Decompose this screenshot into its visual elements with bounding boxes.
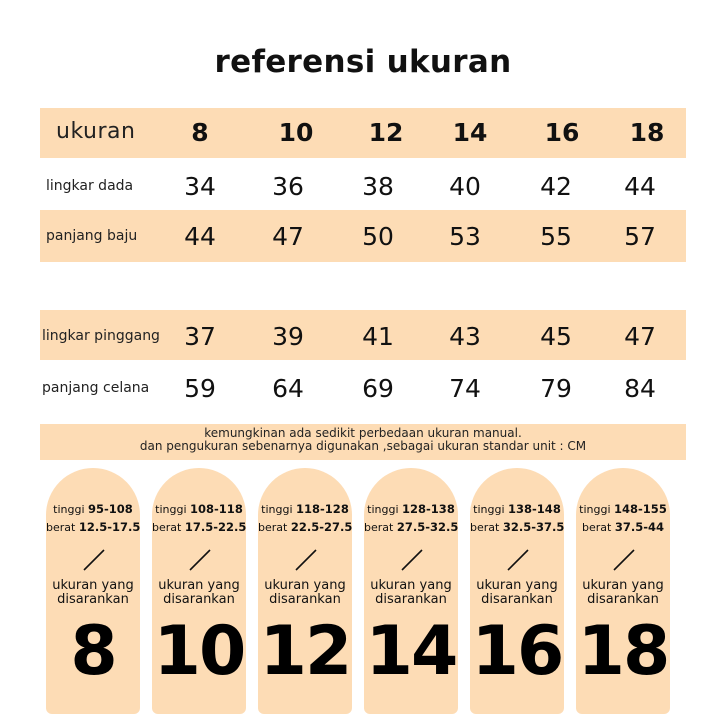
- table-cell: 84: [624, 374, 656, 403]
- header-size: 10: [278, 118, 314, 147]
- size-card-8: [46, 468, 140, 714]
- table-cell: 36: [272, 172, 304, 201]
- table-cell: 47: [624, 322, 656, 351]
- table-cell: 40: [449, 172, 481, 201]
- size-card-14: [364, 468, 458, 714]
- card-height: tinggi 95-108: [53, 502, 133, 516]
- table-cell: 37: [184, 322, 216, 351]
- slash-icon: [612, 548, 636, 572]
- table-cell: 47: [272, 222, 304, 251]
- size-header-row: [40, 110, 686, 154]
- row-label: lingkar pinggang: [42, 328, 160, 344]
- slash-icon: [294, 548, 318, 572]
- size-card-12: [258, 468, 352, 714]
- header-size: 16: [544, 118, 580, 147]
- header-size: 14: [452, 118, 488, 147]
- header-size: 8: [191, 118, 209, 147]
- table-cell: 57: [624, 222, 656, 251]
- card-height: tinggi 118-128: [261, 502, 349, 516]
- card-weight: berat 12.5-17.5: [46, 520, 141, 534]
- table-cell: 64: [272, 374, 304, 403]
- header-size: 18: [629, 118, 665, 147]
- card-rec-line: ukuran yang: [370, 578, 452, 593]
- card-height: tinggi 128-138: [367, 502, 455, 516]
- row-label: panjang celana: [42, 380, 150, 396]
- slash-icon: [188, 548, 212, 572]
- card-rec-line: disarankan: [481, 592, 553, 607]
- card-size: 8: [70, 612, 116, 691]
- slash-icon: [506, 548, 530, 572]
- card-size: 10: [153, 612, 245, 691]
- card-height: tinggi 138-148: [473, 502, 561, 516]
- card-rec-line: ukuran yang: [158, 578, 240, 593]
- row-label: panjang baju: [46, 228, 138, 244]
- page-title: referensi ukuran: [214, 44, 512, 80]
- card-weight: berat 37.5-44: [582, 520, 664, 534]
- table-cell: 44: [624, 172, 656, 201]
- card-weight: berat 32.5-37.5: [470, 520, 565, 534]
- table-cell: 43: [449, 322, 481, 351]
- size-card-10: [152, 468, 246, 714]
- table-row-panjang-baju: [40, 214, 686, 258]
- table-cell: 50: [362, 222, 394, 251]
- note-line: dan pengukuran sebenarnya digunakan ,sebagai ukuran standar unit : CM: [139, 439, 587, 453]
- table-row-panjang-celana: [40, 366, 686, 410]
- table-cell: 79: [540, 374, 572, 403]
- note-line: kemungkinan ada sedikit perbedaan ukuran manual.: [204, 426, 522, 440]
- card-rec-line: ukuran yang: [582, 578, 664, 593]
- table-cell: 74: [449, 374, 481, 403]
- table-cell: 44: [184, 222, 216, 251]
- card-rec-line: disarankan: [375, 592, 447, 607]
- card-rec-line: ukuran yang: [476, 578, 558, 593]
- table-cell: 41: [362, 322, 394, 351]
- card-size: 18: [577, 612, 669, 691]
- table-cell: 42: [540, 172, 572, 201]
- table-cell: 69: [362, 374, 394, 403]
- table-cell: 55: [540, 222, 572, 251]
- table-cell: 39: [272, 322, 304, 351]
- table-row-lingkar-pinggang: [40, 314, 686, 358]
- card-rec-line: ukuran yang: [264, 578, 346, 593]
- card-rec-line: disarankan: [269, 592, 341, 607]
- row-label: lingkar dada: [46, 178, 134, 194]
- size-card-16: [470, 468, 564, 714]
- card-size: 16: [471, 612, 563, 691]
- measurement-note: [40, 424, 686, 460]
- card-weight: berat 27.5-32.5: [364, 520, 459, 534]
- table-cell: 45: [540, 322, 572, 351]
- card-height: tinggi 148-155: [579, 502, 667, 516]
- table-row-lingkar-dada: [40, 164, 686, 208]
- card-rec-line: disarankan: [587, 592, 659, 607]
- table-cell: 34: [184, 172, 216, 201]
- card-rec-line: disarankan: [57, 592, 129, 607]
- card-weight: berat 17.5-22.5: [152, 520, 247, 534]
- table-cell: 53: [449, 222, 481, 251]
- card-height: tinggi 108-118: [155, 502, 243, 516]
- card-rec-line: disarankan: [163, 592, 235, 607]
- card-size: 12: [259, 612, 351, 691]
- card-weight: berat 22.5-27.5: [258, 520, 353, 534]
- table-cell: 59: [184, 374, 216, 403]
- slash-icon: [400, 548, 424, 572]
- header-label: ukuran: [56, 119, 136, 144]
- header-size: 12: [368, 118, 404, 147]
- size-card-18: [576, 468, 670, 714]
- card-rec-line: ukuran yang: [52, 578, 134, 593]
- slash-icon: [82, 548, 106, 572]
- table-cell: 38: [362, 172, 394, 201]
- card-size: 14: [365, 612, 457, 691]
